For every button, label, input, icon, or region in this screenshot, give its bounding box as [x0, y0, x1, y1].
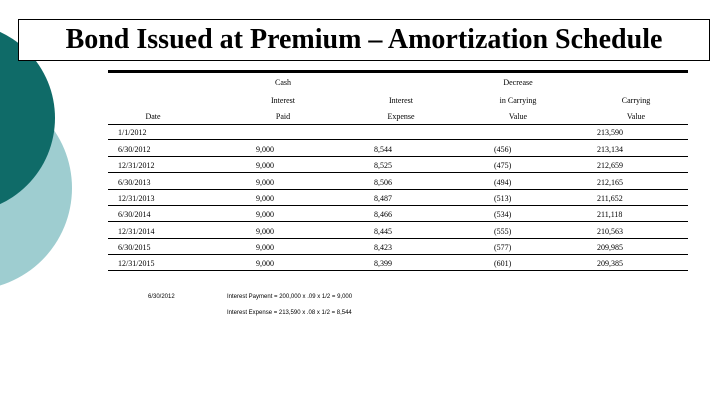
cell-cash: 9,000 — [256, 227, 274, 236]
cell-date: 6/30/2015 — [118, 243, 151, 252]
row-divider — [108, 205, 688, 206]
cell-decrease: (577) — [494, 243, 512, 252]
cell-date: 12/31/2015 — [118, 259, 155, 268]
cell-decrease: (513) — [494, 194, 512, 203]
row-divider — [108, 139, 688, 140]
cell-interest: 8,506 — [374, 178, 392, 187]
row-divider — [108, 238, 688, 239]
header-date: Date — [145, 112, 161, 121]
cell-carrying: 212,659 — [597, 161, 623, 170]
cell-interest: 8,423 — [374, 243, 392, 252]
header-decrease-line1: Decrease — [503, 78, 533, 87]
row-divider — [108, 270, 688, 271]
cell-cash: 9,000 — [256, 259, 274, 268]
header-cash-line1: Cash — [275, 78, 291, 87]
cell-date: 12/31/2014 — [118, 227, 155, 236]
cell-decrease: (475) — [494, 161, 512, 170]
cell-decrease: (456) — [494, 145, 512, 154]
row-divider — [108, 221, 688, 222]
cell-date: 6/30/2013 — [118, 178, 151, 187]
cell-date: 6/30/2012 — [118, 145, 151, 154]
title-box — [18, 19, 710, 61]
header-decrease-line3: Value — [508, 112, 528, 121]
cell-interest: 8,466 — [374, 210, 392, 219]
cell-cash: 9,000 — [256, 161, 274, 170]
note-interest-payment: Interest Payment = 200,000 x .09 x 1/2 = 9,000 — [227, 294, 353, 300]
cell-cash: 9,000 — [256, 243, 274, 252]
cell-carrying: 209,385 — [597, 259, 623, 268]
header-carrying-line2: Value — [626, 112, 646, 121]
cell-date: 6/30/2014 — [118, 210, 151, 219]
cell-cash: 9,000 — [256, 145, 274, 154]
cell-decrease: (601) — [494, 259, 512, 268]
header-interest-line2: Expense — [387, 112, 415, 121]
header-decrease-line2: in Carrying — [499, 96, 537, 105]
header-cash-line3: Paid — [275, 112, 291, 121]
cell-date: 1/1/2012 — [118, 128, 147, 137]
cell-interest: 8,544 — [374, 145, 392, 154]
header-carrying-line1: Carrying — [621, 96, 651, 105]
row-divider — [108, 189, 688, 190]
row-divider — [108, 156, 688, 157]
cell-date: 12/31/2012 — [118, 161, 155, 170]
header-cash-line2: Interest — [271, 96, 295, 105]
cell-carrying: 211,652 — [597, 194, 623, 203]
cell-decrease: (494) — [494, 178, 512, 187]
header-rule — [108, 124, 688, 125]
page-title: Bond Issued at Premium – Amortization Schedule — [65, 24, 663, 55]
cell-date: 12/31/2013 — [118, 194, 155, 203]
cell-carrying: 212,165 — [597, 178, 623, 187]
cell-decrease: (555) — [494, 227, 512, 236]
cell-carrying: 213,134 — [597, 145, 623, 154]
cell-cash: 9,000 — [256, 194, 274, 203]
cell-carrying: 213,590 — [597, 128, 623, 137]
row-divider — [108, 254, 688, 255]
cell-interest: 8,525 — [374, 161, 392, 170]
cell-carrying: 211,118 — [597, 210, 623, 219]
note-date: 6/30/2012 — [148, 294, 175, 300]
cell-cash: 9,000 — [256, 210, 274, 219]
cell-interest: 8,399 — [374, 259, 392, 268]
cell-carrying: 209,985 — [597, 243, 623, 252]
row-divider — [108, 172, 688, 173]
cell-carrying: 210,563 — [597, 227, 623, 236]
cell-cash: 9,000 — [256, 178, 274, 187]
cell-interest: 8,445 — [374, 227, 392, 236]
cell-decrease: (534) — [494, 210, 512, 219]
note-interest-expense: Interest Expense = 213,590 x .08 x 1/2 = 8,544 — [227, 310, 352, 316]
table-top-rule — [108, 70, 688, 73]
cell-interest: 8,487 — [374, 194, 392, 203]
header-interest-line1: Interest — [389, 96, 413, 105]
